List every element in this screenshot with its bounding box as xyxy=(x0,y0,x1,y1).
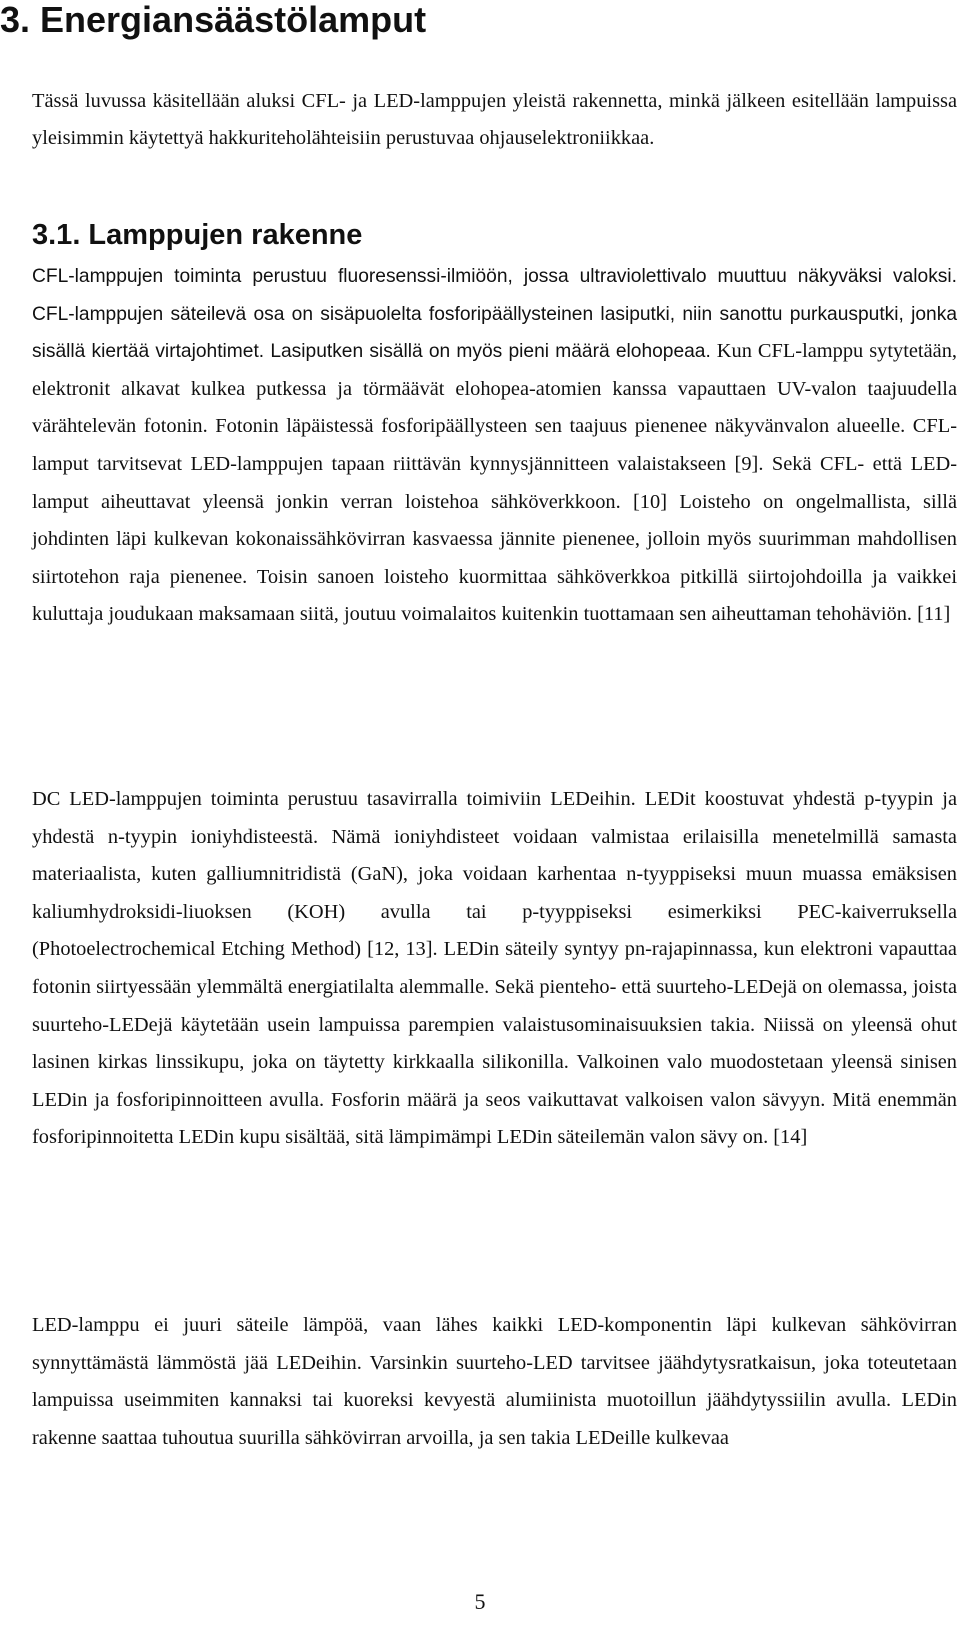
led-paragraph: DC LED-lamppujen toiminta perustuu tasavirralla toimiviin LEDeihin. LEDit koostuvat yhdestä p-tyypin ja yhdestä n-tyypin ioniyhdisteestä. Nämä ioniyhdisteet voidaan valmistaa erilaisilla menetelmillä samasta materiaalista, kuten galliumnitridistä (GaN), joka voidaan karhentaa n-tyyppiseksi muun muassa emäksisen kaliumhydroksidi-liuoksen (KOH) avulla tai p-tyyppiseksi esimerkiksi PEC-kaiverruksella (Photoelectrochemical Etching Method) [12, 13]. LEDin säteily syntyy pn-rajapinnassa, kun elektroni vapauttaa fotonin siirtyessään ylemmältä energiatilalta alemmalle. Sekä pienteho- että suurteho-LEDejä on olemassa, joista suurteho-LEDejä käytetään usein lampuissa parempien valaistusominaisuuksien takia. Niissä on yleensä ohut lasinen kirkas linssikupu, joka on täytetty kirkkaalla silikonilla. Valkoinen valo muodostetaan yleensä sinisen LEDin ja fosforipinnoitteen avulla. Fosforin määrä ja seos vaikuttavat valkoisen valon sävyyn. Mitä enemmän fosforipinnoitetta LEDin kupu sisältää, sitä lämpimämpi LEDin säteilemän valon sävy on. [14] xyxy=(32,788,957,1149)
section-heading: 3.1. Lamppujen rakenne xyxy=(32,219,363,251)
led-heat-paragraph: LED-lamppu ei juuri säteile lämpöä, vaan lähes kaikki LED-komponentin läpi kulkevan sähkövirran synnyttämästä lämmöstä jää LEDeihin. Varsinkin suurteho-LED tarvitsee jäähdytysratkaisun, joka toteutetaan lampuissa useimmiten kannaksi tai kuoreksi kevyestä alumiinista muotoillun jäähdytyssiilin avulla. LEDin rakenne saattaa tuhoutua suurilla sähkövirran arvoilla, ja sen takia LEDeille kulkevaa xyxy=(32,1314,957,1449)
page-number: 5 xyxy=(474,1589,486,1614)
chapter-heading: 3. Energiansäästölamput xyxy=(0,0,427,40)
cfl-paragraph xyxy=(32,258,957,634)
cfl-paragraph-sans-part: CFL-lamppujen toiminta perustuu fluoresenssi-ilmiöön, jossa ultraviolettivalo muuttuu näkyväksi valoksi. CFL-lamppujen säteilevä osa on sisäpuolelta fosforipäällysteinen lasiputki, niin sanottu purkausputki, jonka sisällä kiertää virtajohtimet. Lasiputken sisällä on myös pieni määrä elohopeaa. xyxy=(32,266,957,363)
cfl-paragraph-serif-part: Kun CFL-lamppu sytytetään, elektronit alkavat kulkea putkessa ja törmäävät elohopea-atomien kanssa vapauttaen UV-valon taajuudella värähtelevän fotonin. Fotonin läpäistessä fosforipäällysteen sen taajuus pienenee näkyvänvalon alueelle. CFL-lamput tarvitsevat LED-lamppujen tapaan riittävän kynnysjännitteen valaistakseen [9]. Sekä CFL- että LED-lamput aiheuttavat yleensä jonkin verran loistehoa sähköverkkoon. [10] Loisteho on ongelmallista, sillä johdinten läpi kulkevan kokonaissähkövirran kasvaessa jännite pienenee, jolloin myös suurimman mahdollisen siirtotehon raja pienenee. Toisin sanoen loisteho kuormittaa sähköverkkoa pitkillä siirtojohdoilla ja vaikkei kuluttaja joudukaan maksamaan siitä, joutuu voimalaitos kuitenkin tuottamaan sen aiheuttaman tehohäviön. [11] xyxy=(32,340,957,626)
intro-paragraph: Tässä luvussa käsitellään aluksi CFL- ja LED-lamppujen yleistä rakennetta, minkä jälkeen esitellään lampuissa yleisimmin käytettyä hakkuriteholähteisiin perustuvaa ohjauselektroniikkaa. xyxy=(32,90,957,149)
